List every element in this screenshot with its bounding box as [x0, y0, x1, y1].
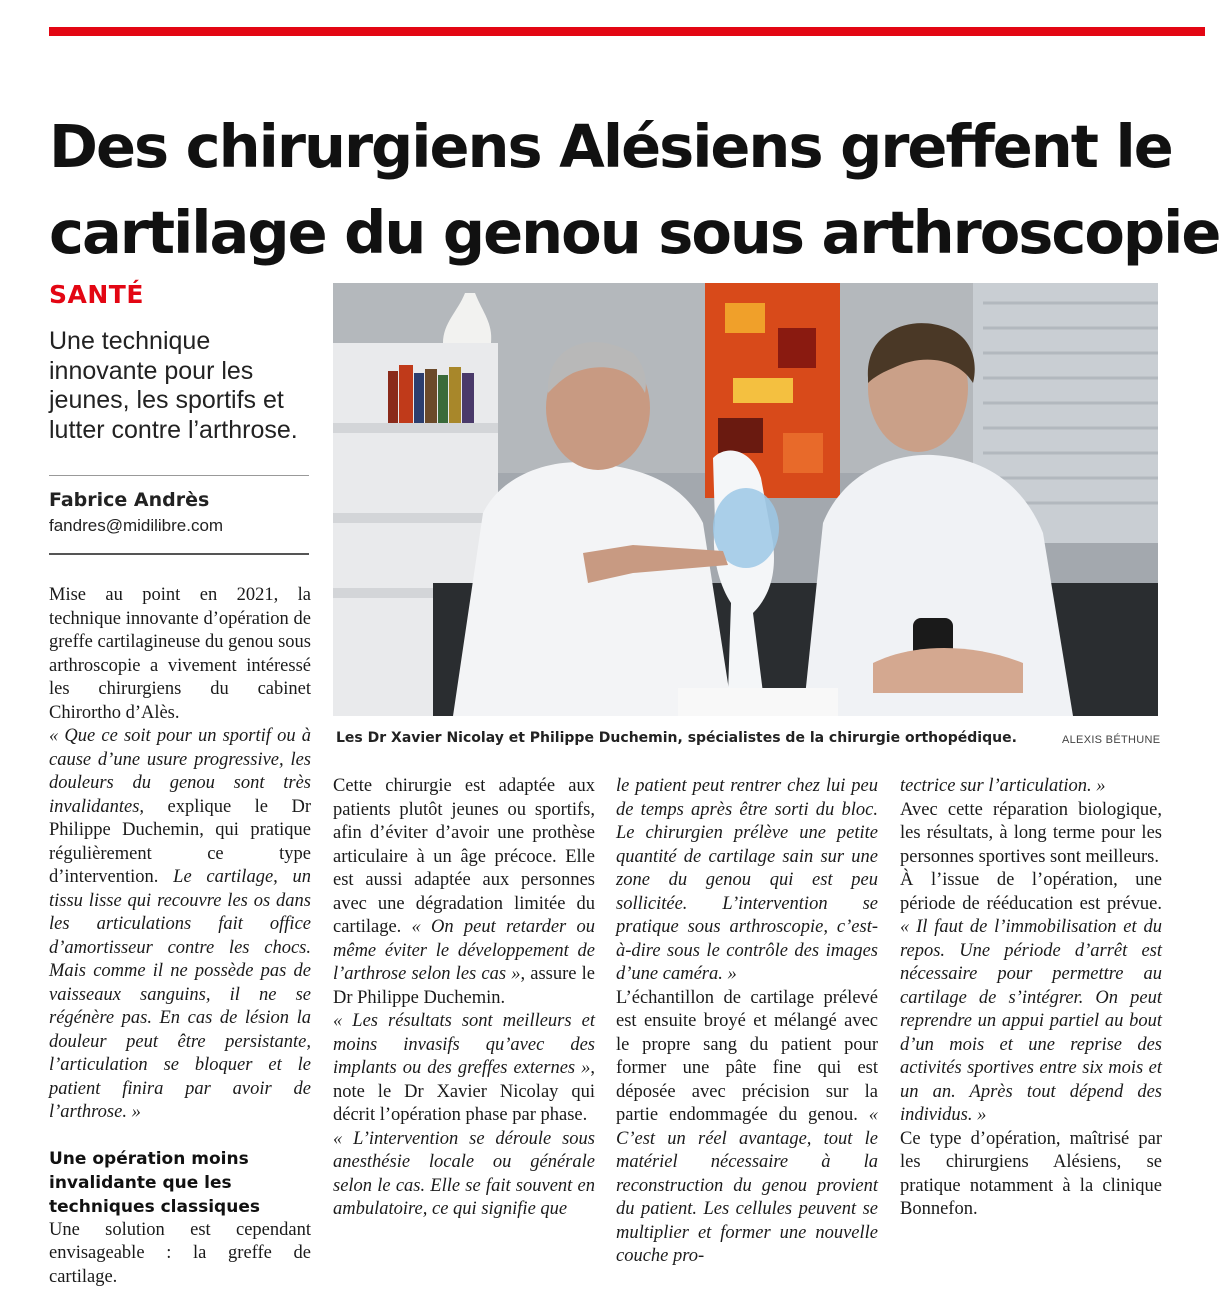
text-column-2 [333, 775, 595, 1222]
paragraph [333, 1128, 595, 1222]
quote: « Les résultats sont meilleurs et moins invasifs qu’avec des implants ou des greffes externes » [333, 1011, 595, 1078]
text-column-1 [49, 584, 311, 1289]
author-email[interactable]: fandres@midilibre.com [49, 516, 223, 536]
subheading: Une opération moins invalidante que les techniques classiques [49, 1147, 311, 1219]
headline-line-1: Des chirurgiens Alésiens greffent le [49, 104, 1205, 190]
quote: « C’est un réel avantage, tout le matériel nécessaire à la reconstruction du genou provient du patient. Les cellules peuvent se multiplier et former une nouvelle couche pro- [616, 1105, 878, 1266]
paragraph: « Les résultats sont meilleurs et moins invasifs qu’avec des implants ou des greffes externes », note le Dr Xavier Nicolay qui décrit l’opération phase par phase. [333, 1010, 595, 1128]
quote: tectrice sur l’articulation. » [900, 776, 1106, 796]
text-column-4 [900, 775, 1162, 1222]
quote: le patient peut rentrer chez lui peu de temps après être sorti du bloc. Le chirurgien prélève une petite quantité de cartilage sain sur une zone du genou qui est peu sollicitée. L’intervention se pratique sous arthroscopie, c’est-à-dire sous le contrôle des images d’une caméra. » [616, 776, 878, 984]
quote: « L’intervention se déroule sous anesthésie locale ou générale selon le cas. Elle se fait souvent en ambulatoire, ce qui signifie que [333, 1129, 595, 1220]
paragraph [900, 775, 1162, 799]
quote: « Il faut de l’immobilisation et du repos. Une période d’arrêt est nécessaire pour permettre au cartilage de s’intégrer. On peut reprendre un appui partiel au bout d’un mois et une reprise des activités sportives entre six mois et un an. Après tout dépend des individus. » [900, 917, 1162, 1125]
paragraph [616, 775, 878, 987]
headline [49, 104, 1205, 275]
paragraph: À l’issue de l’opération, une période de rééducation est prévue. « Il faut de l’immobilisation et du repos. Une période d’arrêt est nécessaire pour permettre au cartilage de s’intégrer. On peut reprendre un appui partiel au bout d’un mois et une reprise des activités sportives entre six mois et un an. Après tout dépend des individus. » [900, 869, 1162, 1128]
quote: « Que ce soit pour un sportif ou à cause d’une usure progressive, les douleurs du genou sont très invalidantes, [49, 726, 311, 817]
photo-credit: ALEXIS BÉTHUNE [1062, 734, 1160, 746]
headline-line-2: cartilage du genou sous arthroscopie [49, 190, 1205, 276]
article-photo [333, 283, 1158, 716]
quote: « On peut retarder ou même éviter le développement de l’arthrose selon les cas » [333, 917, 595, 984]
photo-caption: Les Dr Xavier Nicolay et Philippe Duchemin, spécialistes de la chirurgie orthopédique. [336, 730, 1017, 746]
paragraph: Une solution est cependant envisageable : la greffe de cartilage. [49, 1219, 311, 1289]
standfirst: Une technique innovante pour les jeunes, les sportifs et lutter contre l’arthrose. [49, 327, 311, 445]
top-red-rule [49, 27, 1205, 36]
byline-divider [49, 553, 309, 555]
photo-illustration [333, 283, 1158, 716]
paragraph: Mise au point en 2021, la technique innovante d’opération de greffe cartilagineuse du genou sous arthroscopie a vivement intéressé les chirurgiens du cabinet Chirortho d’Alès. [49, 584, 311, 725]
author-name: Fabrice Andrès [49, 489, 209, 511]
paragraph: L’échantillon de cartilage prélevé est ensuite broyé et mélangé avec le propre sang du patient pour former une pâte fine qui est déposée avec précision sur la partie endommagée du genou. « C’est un réel avantage, tout le matériel nécessaire à la reconstruction du genou provient du patient. Les cellules peuvent se multiplier et former une nouvelle couche pro- [616, 987, 878, 1269]
section-label: SANTÉ [49, 280, 144, 309]
paragraph: Ce type d’opération, maîtrisé par les chirurgiens Alésiens, se pratique notamment à la clinique Bonnefon. [900, 1128, 1162, 1222]
paragraph: Avec cette réparation biologique, les résultats, à long terme pour les personnes sportives sont meilleurs. [900, 799, 1162, 870]
paragraph: Cette chirurgie est adaptée aux patients plutôt jeunes ou sportifs, afin d’éviter d’avoir une prothèse articulaire à un âge précoce. Elle est aussi adaptée aux personnes avec une dégradation limitée du cartilage. « On peut retarder ou même éviter le développement de l’arthrose selon les cas », assure le Dr Philippe Duchemin. [333, 775, 595, 1010]
paragraph: « Que ce soit pour un sportif ou à cause d’une usure progressive, les douleurs du genou sont très invalidantes, explique le Dr Philippe Duchemin, qui pratique régulièrement ce type d’intervention. Le cartilage, un tissu lisse qui recouvre les os dans les articulations fait office d’amortisseur contre les chocs. Mais comme il ne possède pas de vaisseaux sanguins, il ne se régénère pas. En cas de lésion la douleur peut être persistante, l’articulation se bloquer et le patient finira par avoir de l’arthrose. » [49, 725, 311, 1125]
text-column-3 [616, 775, 878, 1269]
standfirst-divider [49, 475, 309, 476]
quote: Le cartilage, un tissu lisse qui recouvre les os dans les articulations fait office d’amortisseur contre les chocs. Mais comme il ne possède pas de vaisseaux sanguins, il ne se régénère pas. En cas de lésion la douleur peut être persistante, l’articulation se bloquer et le patient finira par avoir de l’arthrose. » [49, 867, 311, 1122]
